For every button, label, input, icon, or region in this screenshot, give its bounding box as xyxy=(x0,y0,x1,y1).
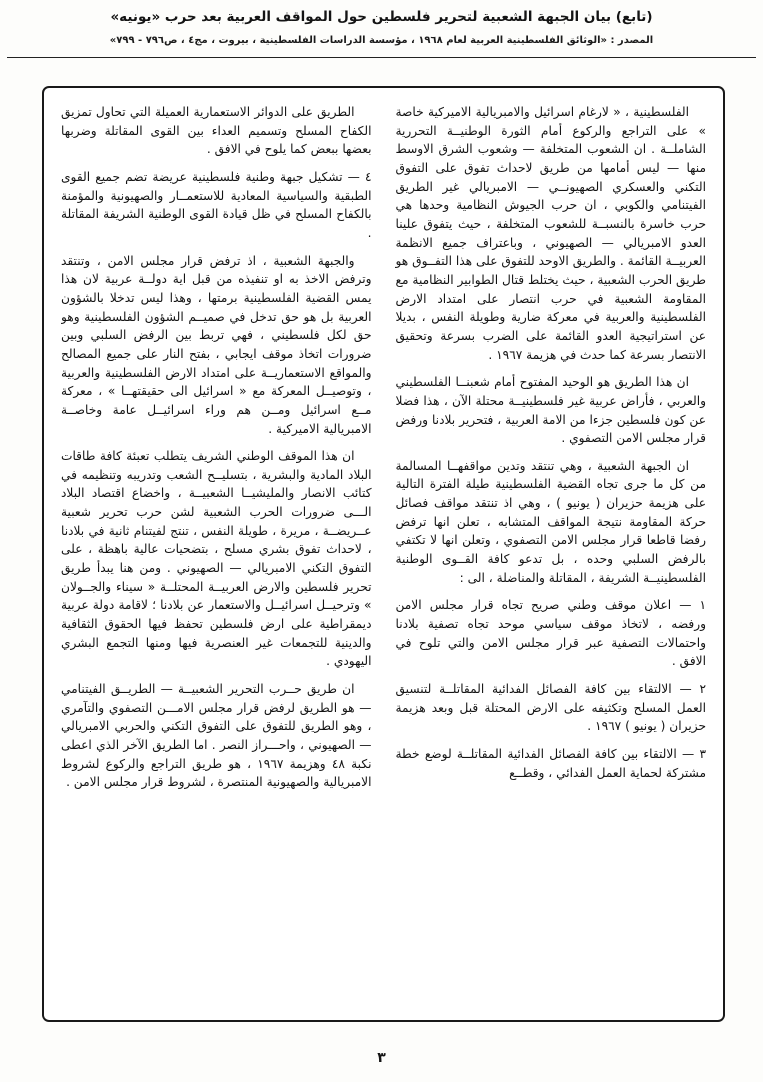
paragraph: ٢ — الالتقاء بين كافة الفصائل الفدائية المقاتلــة لتنسيق العمل المسلح وتكثيفه على الارض المحتلة قبل وبعد هزيمة حزيران ( يونيو ) ١٩٦٧ . xyxy=(395,682,706,734)
paragraph: والجبهة الشعبية ، اذ ترفض قرار مجلس الامن ، وتنتقد وترفض الاخذ به او تنفيذه من قبل اية دولــة عربية لان هذا يمس القضية الفلسطينية برمتها ، وهذا ليس تدخلا بالشؤون العربية بل هو حق تدخل في صميــم الشؤون الفلسطينية وهو حق لكل فلسطيني ، فهي تربط بين الرفض السلبي وبين ضرورات اتخاذ موقف ايجابي ، بفتح النار على جميع المصالح والمواقع الاستعماريــة على امتداد الارض الفلسطينية والعربية ، وتوصيــل المعركة مع « اسرائيل الى حقيقتهــا » ، معركة مــع اسرائيل ومــن هم وراء اسرائيــل عامة وخاصــة الامبريالية الاميركية . xyxy=(61,253,372,436)
paragraph: ان هذا الموقف الوطني الشريف يتطلب تعبئة كافة طاقات البلاد المادية والبشرية ، بتسليــح الشعب وتدريبه وتنظيمه في كتائب الانصار والمليشيــا الشعبيــة ، واخضاع اقتصاد البلاد الـــى ضرورات الحرب الشعبية لشن حرب تحرير شعبية عــريضــة ، مريرة ، طويلة النفس ، تنتج لفيتنام ثانية في بلادنا ، لاحداث تفوق بشري مسلح ، بتضحيات عالية باهظة ، على التفوق التكني الامبريالي — الصهيوني . ومن هنا يبدأ طريق تحرير فلسطين والارض العربيــة المحتلــة « سيناء والجــولان » وترحيــل اسرائيــل والاستعمار عن بلادنا ؛ لاقامة دولة عربية ديمقراطية على ارض فلسطين تحفظ فيها الحقوق الثقافية والدينية للتجمعات غير العنصرية فيها ومنها التجمع البشري اليهودي . xyxy=(61,449,372,669)
page-header xyxy=(0,0,763,46)
page-title: (تابع) بيان الجبهة الشعبية لتحرير فلسطين حول المواقف العربية بعد حرب «يونيه» xyxy=(110,9,653,25)
page-footer xyxy=(0,1050,763,1066)
source-line: المصدر : «الوثائق الفلسطينية العربية لعام ١٩٦٨ ، مؤسسة الدراسات الفلسطينية ، بيروت ، مج٤ ، ص٧٩٦ - ٧٩٩» xyxy=(109,35,654,46)
paragraph: ان هذا الطريق هو الوحيد المفتوح أمام شعبنــا الفلسطيني والعربي ، فأراض عربية غير فلسطينيــة محتلة الآن ، هذا فضلا عن كون فلسطين جزءا من الامة العربية ، فتحرير بلادنا ورفض قرار مجلس الامن التصفوي . xyxy=(395,375,706,446)
paragraph: ١ — اعلان موقف وطني صريح تجاه قرار مجلس الامن ورفضه ، لاتخاذ موقف سياسي موحد تجاه تصفية بلادنا واحتمالات التصفية عبر قرار مجلس الامن والتي تلوح في الافق . xyxy=(395,598,706,669)
paragraph: الطريق على الدوائر الاستعمارية العميلة التي تحاول تمزيق الكفاح المسلح وتسميم العداء بين القوى المقاتلة وضربها بعضها ببعض كما يلوح في الافق . xyxy=(61,105,372,157)
page-number: ٣ xyxy=(377,1050,386,1066)
column-left xyxy=(61,103,372,1008)
header-divider xyxy=(7,57,756,58)
paragraph: ان طريق حــرب التحرير الشعبيــة — الطريــق الفيتنامي — هو الطريق لرفض قرار مجلس الامـــن التصفوي والتآمري ، وهو الطريق للتفوق على التفوق التكني والحربي الامبريالي — الصهيوني ، واحـــراز النصر . اما الطريق الآخر الذي اعطى نكبة ٤٨ وهزيمة ١٩٦٧ ، هو طريق التراجع والركوع لشروط الامبريالية والصهيونية المنتصرة ، لشروط قرار مجلس الامن . xyxy=(61,682,372,790)
paragraph: ٤ — تشكيل جبهة وطنية فلسطينية عريضة تضم جميع القوى الطبقية والسياسية المعادية للاستعمــار والصهيونية والمؤمنة بالكفاح المسلح في ظل قيادة القوى الوطنية الشريفة المقاتلة . xyxy=(61,169,372,240)
paragraph: ان الجبهة الشعبية ، وهي تنتقد وتدين مواقفهــا المسالمة من كل ما جرى تجاه القضية الفلسطينية طيلة الفترة التالية على هزيمة حزيران ( يونيو ) ، وهي اذ تنتقد مواقف فصائل حركة المقاومة نتيجة المواقف المتشابه ، تعلن انها ترفض رفضا قاطعا قرار مجلس الامن التصفوي ، وتعلن انها لا تكتفي بالرفض السلبي وحده ، بل تدعو كافة القــوى الوطنية الفلسطينيــة الشريفة ، المقاتلة والمناضلة ، الى : xyxy=(395,458,706,585)
text-columns xyxy=(61,103,706,1008)
paragraph: ٣ — الالتقاء بين كافة الفصائل الفدائية المقاتلــة لوضع خطة مشتركة لحماية العمل الفدائي ، وقطــع xyxy=(395,747,706,780)
column-right xyxy=(396,103,707,1008)
paragraph: الفلسطينية ، « لارغام اسرائيل والامبريالية الاميركية خاصة » على التراجع والركوع أمام الثورة الوطنيــة التحررية الشاملــة . ان الشعوب المتخلفة — وشعوب الشرق الاوسط منها — ليس أمامها من طريق لاحداث تفوق على التفوق التكني والعسكري الصهيونــي — الامبريالي غير الطريق الفيتنامي والكوبي ، ان حرب الجيوش النظامية وحدها هي حرب خاسرة بالنسبــة للشعوب المتخلفة ، حيث يتفوق علينا العدو الامبريالي — الصهيوني ، وباعتراف جميع الانظمة العربيــة القائمة . والطريق الاوحد للتفوق على هذا التفــوق هو طريق الحرب الشعبية ، حيث يختلط قتال الطوابير النظامية مع المقاومة الشعبية في حرب انتصار على امتداد الارض الفلسطينية والعربية في معركة ضارية وطويلة النفس ، بديلا عن استراتيجية العدو القائمة على الضرب بسرعة وتحقيق الانتصار بسرعة كما حدث في هزيمة ١٩٦٧ . xyxy=(395,105,706,362)
document-frame xyxy=(42,86,725,1022)
